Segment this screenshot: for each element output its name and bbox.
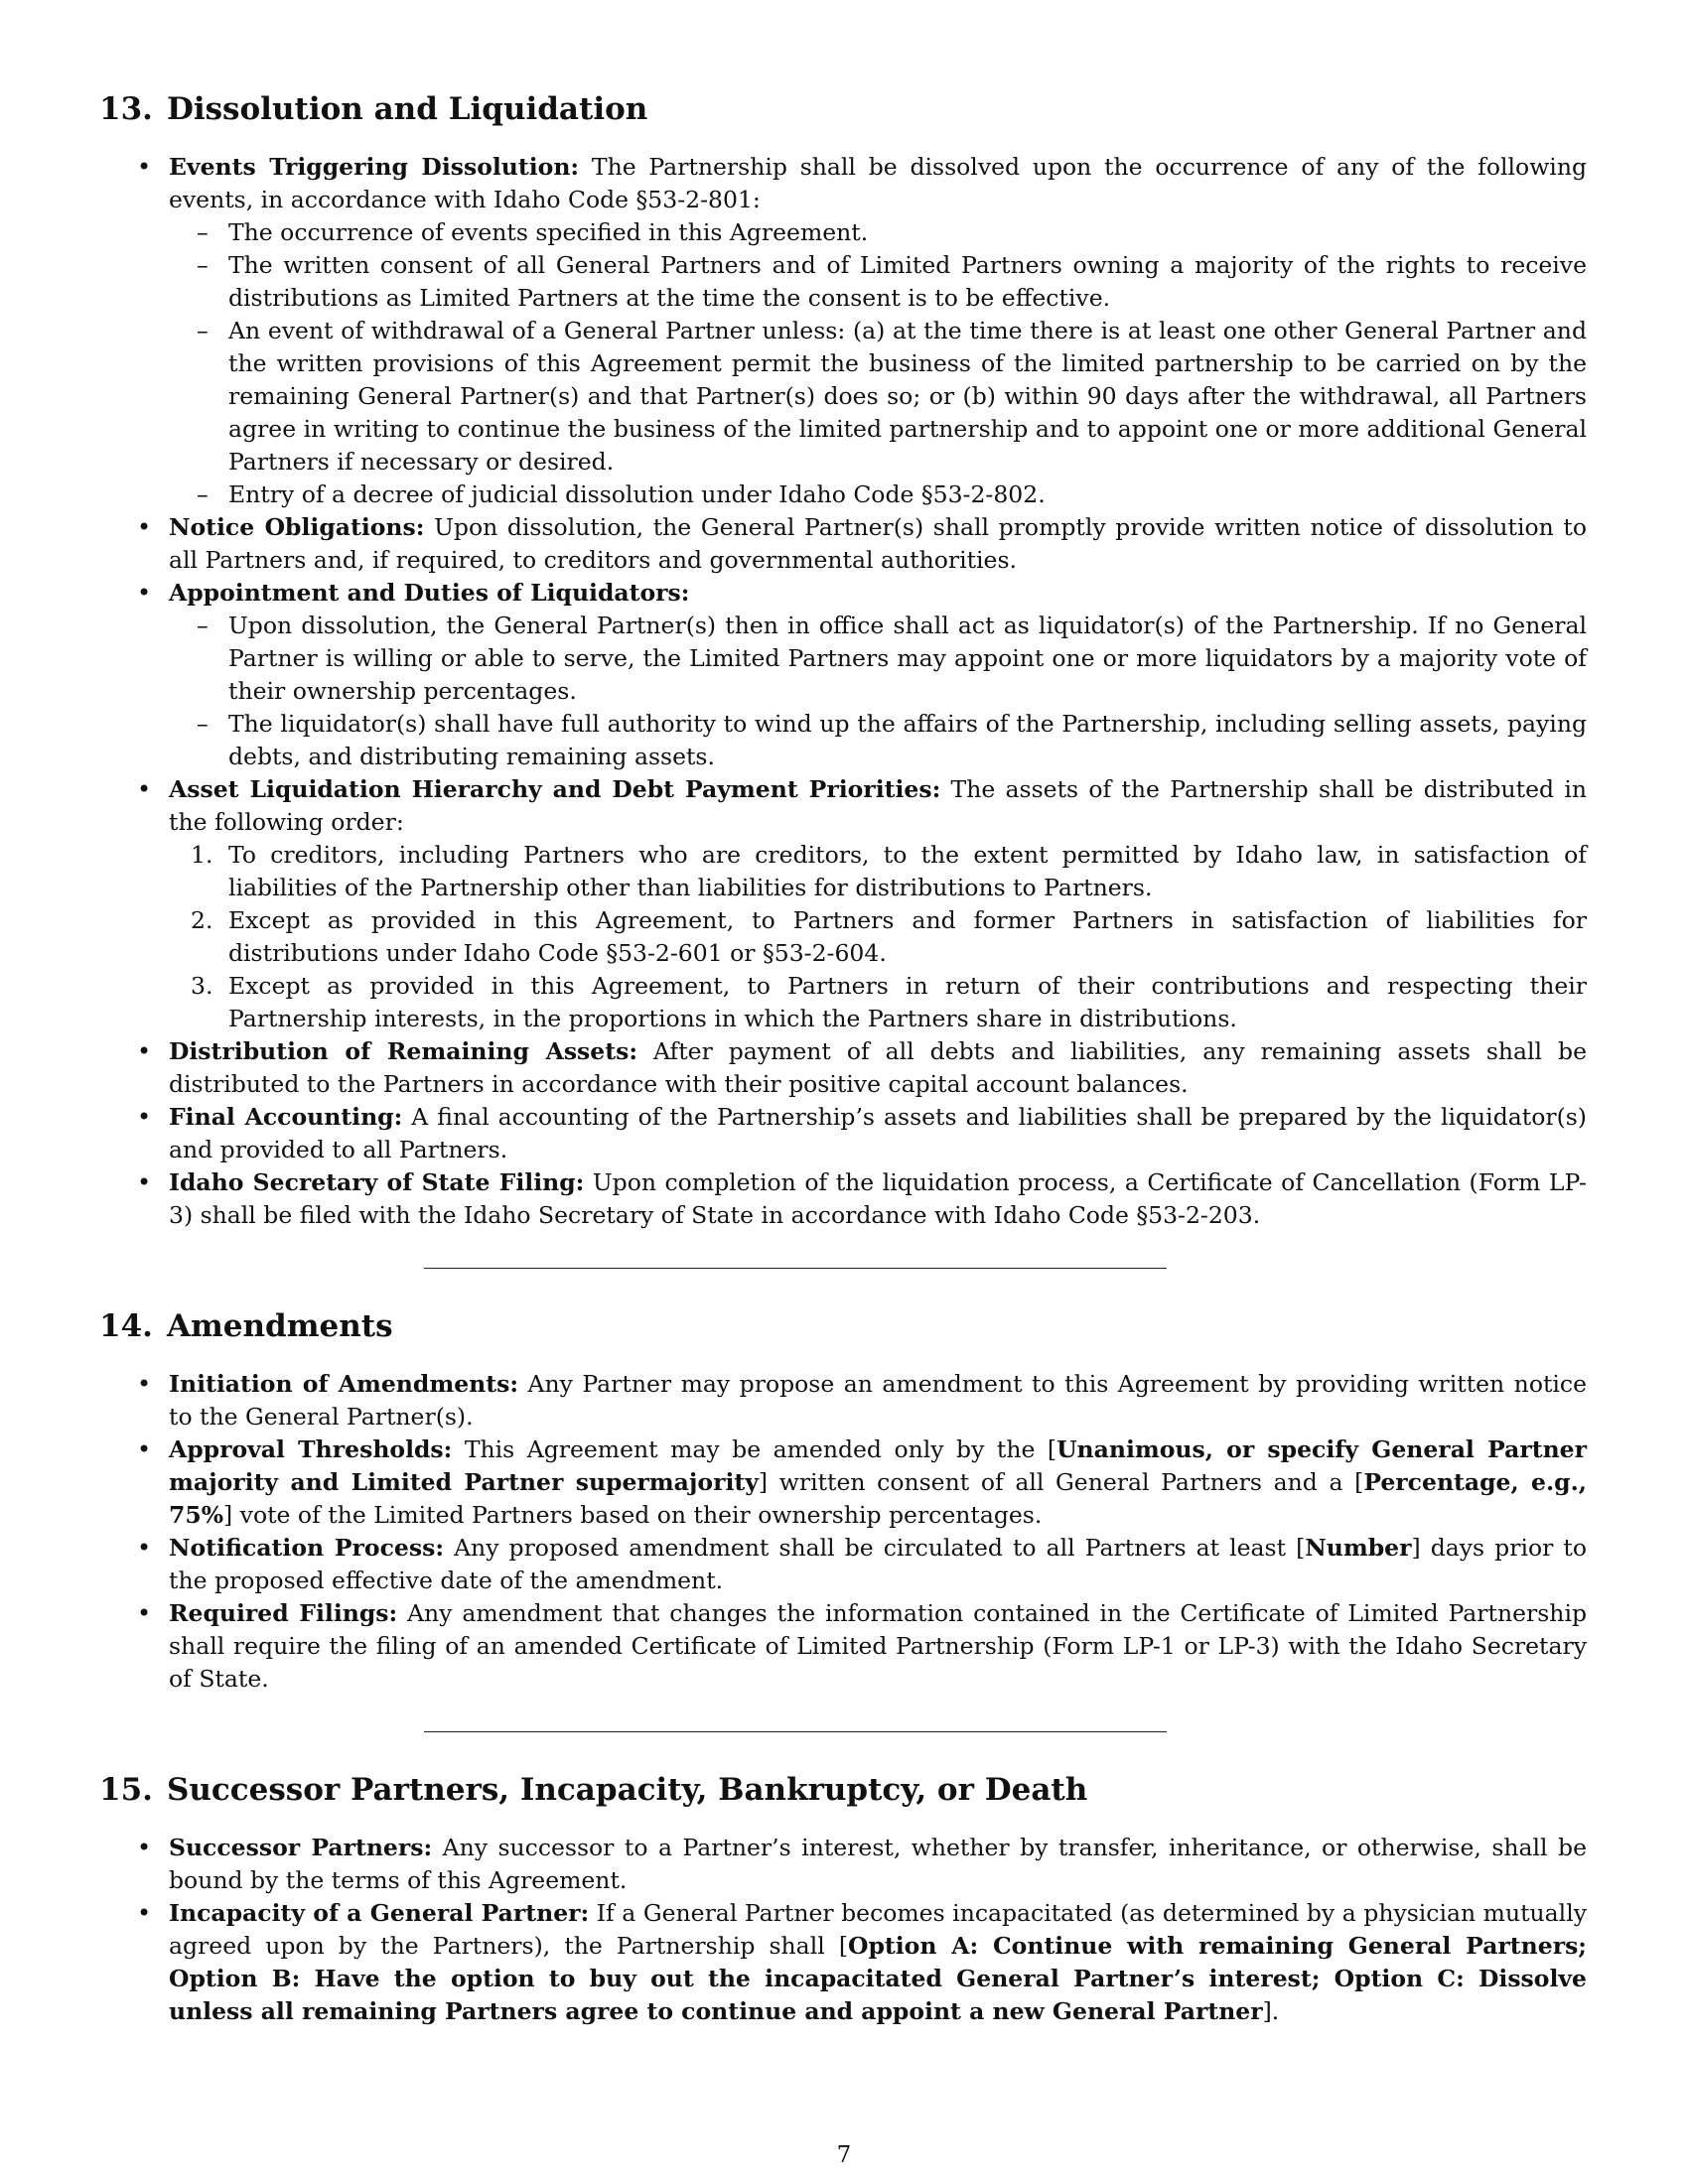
item-label: Distribution of Remaining Assets: [169, 1037, 637, 1065]
sub-item: – An event of withdrawal of a General Partner unless: (a) at the time there is at least one other General Partner and the written provisions of this Agreement permit the business of the limited partnership to be carried on by the remaining General Partner(s) and that Partner(s) does so; or (b) within 90 days after the withdrawal, all Partners agree in writing to continue the business of the limited partnership and to appoint one or more additional General Partners if necessary or desired. [169, 315, 1587, 478]
item-text-run: This Agreement may be amended only by the [ [452, 1435, 1057, 1463]
list-item-secretary-of-state-filing [99, 1166, 1587, 1232]
list-item-asset-liquidation-hierarchy [99, 773, 1587, 1035]
section-number: 13. [99, 91, 153, 127]
section-14 [99, 1306, 1587, 1696]
section-list [99, 1368, 1587, 1696]
item-text-run: ] vote of the Limited Partners based on their ownership percentages. [223, 1501, 1043, 1529]
section-15 [99, 1770, 1587, 2028]
item-text-run: If a General Partner becomes incapacitated (as determined by a physician mutually agreed upon by the Partners), the Partnership shall [ [169, 1899, 1587, 1960]
horizontal-rule [424, 1268, 1167, 1269]
section-list [99, 1832, 1587, 2028]
ordered-item-text: Except as provided in this Agreement, to Partners in return of their contributions and respecting their Partnership interests, in the proportions in which the Partners share in distributions. [228, 972, 1587, 1032]
section-title: Amendments [166, 1308, 393, 1344]
section-heading [99, 89, 1587, 129]
item-text: Upon completion of the liquidation process, a Certificate of Cancellation (Form LP-3) shall be filed with the Idaho Secretary of State in accordance with Idaho Code §53-2-203. [169, 1168, 1587, 1229]
list-item-notification-process [99, 1532, 1587, 1597]
sub-item: – Entry of a decree of judicial dissolution under Idaho Code §53-2-802. [169, 478, 1587, 511]
item-label: Required Filings: [169, 1599, 398, 1627]
item-text: A final accounting of the Partnership’s assets and liabilities shall be prepared by the liquidator(s) and provided to all Partners. [169, 1103, 1587, 1163]
item-label: Initiation of Amendments: [169, 1370, 518, 1398]
list-item-approval-thresholds [99, 1433, 1587, 1532]
section-number: 14. [99, 1308, 153, 1344]
ordered-item-text: Except as provided in this Agreement, to Partners and former Partners in satisfaction of liabilities for distributions under Idaho Code §53-2-601 or §53-2-604. [228, 906, 1587, 967]
item-text: Upon dissolution, the General Partner(s) shall promptly provide written notice of dissolution to all Partners and, if required, to creditors and governmental authorities. [169, 513, 1588, 574]
page-number: 7 [836, 2142, 852, 2168]
item-label: Notification Process: [169, 1534, 445, 1562]
ordered-item [169, 904, 1587, 970]
item-label: Final Accounting: [169, 1103, 403, 1131]
sub-item: – Upon dissolution, the General Partner(s) then in office shall act as liquidator(s) of the Partnership. If no General Partner is willing or able to serve, the Limited Partners may appoint one or more liquidators by a majority vote of their ownership percentages. [169, 610, 1587, 708]
list-item-initiation-of-amendments [99, 1368, 1587, 1433]
sub-list [169, 216, 1587, 511]
sub-item: – The liquidator(s) shall have full authority to wind up the affairs of the Partnership, including selling assets, paying debts, and distributing remaining assets. [169, 708, 1587, 773]
list-item-required-filings [99, 1597, 1587, 1696]
section-title: Successor Partners, Incapacity, Bankruptcy, or Death [166, 1772, 1088, 1808]
placeholder-text: Option A: Continue with remaining General Partners; Option B: Have the option to buy out the incapacitated General Partner’s interest; Option C: Dissolve unless all remaining Partners agree to continue and appoint a new General Partner [169, 1932, 1587, 2025]
section-title: Dissolution and Liquidation [166, 91, 648, 127]
list-item-final-accounting [99, 1101, 1587, 1166]
item-text: The Partnership shall be dissolved upon the occurrence of any of the following events, in accordance with Idaho Code §53-2-801: [169, 153, 1587, 213]
list-item-successor-partners [99, 1832, 1587, 1897]
ordered-list [169, 839, 1587, 1035]
item-label: Incapacity of a General Partner: [169, 1899, 590, 1927]
item-text: After payment of all debts and liabilities, any remaining assets shall be distributed to the Partners in accordance with their positive capital account balances. [169, 1037, 1587, 1098]
sub-item: – The written consent of all General Partners and of Limited Partners owning a majority of the rights to receive distributions as Limited Partners at the time the consent is to be effective. [169, 249, 1587, 315]
ordered-item [169, 839, 1587, 904]
list-item-appointment-of-liquidators [99, 577, 1587, 773]
item-label: Notice Obligations: [169, 513, 425, 541]
item-text: Any amendment that changes the information contained in the Certificate of Limited Partnership shall require the filing of an amended Certificate of Limited Partnership (Form LP-1 or LP-3) with the Idaho Secretary of State. [169, 1599, 1587, 1693]
section-heading [99, 1306, 1587, 1346]
ordered-item-number: 2. [191, 906, 213, 934]
placeholder-text: Number [1305, 1534, 1412, 1562]
ordered-item [169, 970, 1587, 1035]
item-text: The assets of the Partnership shall be distributed in the following order: [169, 775, 1587, 836]
section-list [99, 151, 1587, 1232]
list-item-events-triggering-dissolution [99, 151, 1587, 511]
horizontal-rule [424, 1731, 1167, 1732]
item-label: Idaho Secretary of State Filing: [169, 1168, 585, 1196]
list-item-distribution-of-remaining-assets [99, 1035, 1587, 1101]
item-text-run: ]. [1262, 1997, 1280, 2025]
list-item-notice-obligations [99, 511, 1587, 577]
item-text-run: ] written consent of all General Partners and a [ [758, 1468, 1364, 1496]
sub-item: – The occurrence of events specified in this Agreement. [169, 216, 1587, 249]
section-number: 15. [99, 1772, 153, 1808]
item-text-run: ] days prior to the proposed effective date of the amendment. [169, 1534, 1588, 1594]
item-label: Approval Thresholds: [169, 1435, 453, 1463]
item-text: Any Partner may propose an amendment to this Agreement by providing written notice to the General Partner(s). [169, 1370, 1587, 1431]
sub-list [169, 610, 1587, 773]
ordered-item-text: To creditors, including Partners who are creditors, to the extent permitted by Idaho law, in satisfaction of liabilities of the Partnership other than liabilities for distributions to Partners. [228, 841, 1587, 901]
list-item-incapacity-of-general-partner [99, 1897, 1587, 2028]
section-13 [99, 89, 1587, 1232]
section-heading [99, 1770, 1587, 1810]
item-text: Any successor to a Partner’s interest, whether by transfer, inheritance, or otherwise, shall be bound by the terms of this Agreement. [169, 1834, 1587, 1894]
page-content [99, 89, 1587, 2028]
item-label: Successor Partners: [169, 1834, 433, 1861]
item-label: Appointment and Duties of Liquidators: [169, 579, 690, 607]
ordered-item-number: 3. [191, 972, 213, 1000]
placeholder-text: Unanimous, or specify General Partner majority and Limited Partner supermajority [169, 1435, 1587, 1496]
ordered-item-number: 1. [191, 841, 213, 869]
item-text-run: Any proposed amendment shall be circulated to all Partners at least [ [444, 1534, 1306, 1562]
placeholder-text: Percentage, e.g., 75% [169, 1468, 1587, 1529]
item-label: Asset Liquidation Hierarchy and Debt Payment Priorities: [169, 775, 941, 803]
item-label: Events Triggering Dissolution: [169, 153, 580, 181]
